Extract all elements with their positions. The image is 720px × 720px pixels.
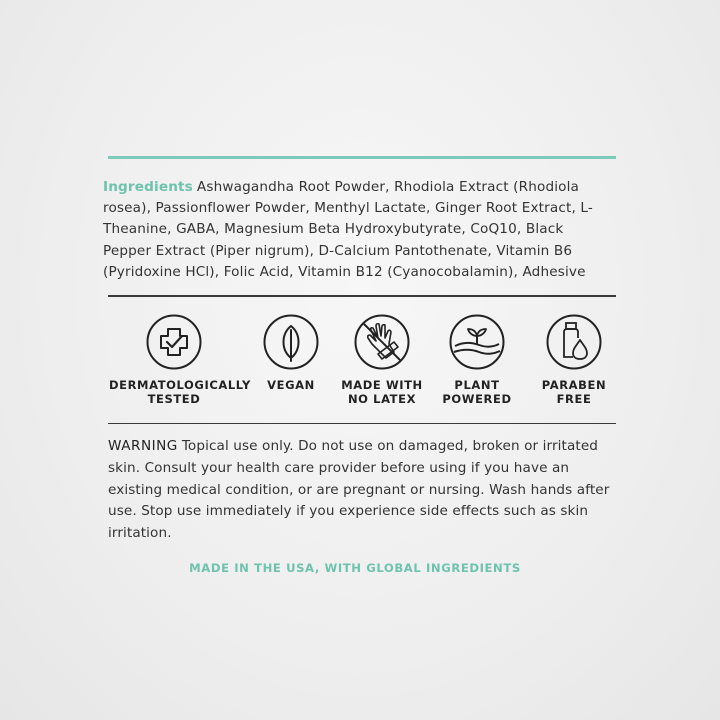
no-latex-glove-icon xyxy=(354,314,410,370)
badge-paraben-free xyxy=(509,314,639,407)
badge-label: DERMATOLOGICALLY TESTED xyxy=(109,377,251,407)
warning-label: WARNING xyxy=(108,438,178,455)
badge-label: PARABEN FREE xyxy=(541,377,607,407)
warning-text: Topical use only. Do not use on damaged, broken or irritated skin. Consult your health care provider before using if you have an existing medical condition, or are pregnant or nursing. Wash hands after use. Stop use immediately if you experience side effects such as skin irritation. xyxy=(108,438,610,542)
badge-label: MADE WITH NO LATEX xyxy=(341,377,423,407)
ingredients-block xyxy=(103,177,616,283)
bottle-drop-icon xyxy=(546,314,602,370)
warning-block xyxy=(108,436,616,545)
leaf-icon xyxy=(263,314,319,370)
dermatology-cross-check-icon xyxy=(146,314,202,370)
ingredients-text: Ashwagandha Root Powder, Rhodiola Extract (Rhodiola rosea), Passionflower Powder, Menthyl Lactate, Ginger Root Extract, L-Theanine, GABA, Magnesium Beta Hydroxybutyrate, CoQ10, Black Pepper Extract (Piper nigrum), D-Calcium Pantothenate, Vitamin B6 (Pyridoxine HCl), Folic Acid, Vitamin B12 (Cyanocobalamin), Adhesive xyxy=(103,179,593,280)
origin-statement: MADE IN THE USA, WITH GLOBAL INGREDIENTS xyxy=(189,561,521,575)
ingredients-label: Ingredients xyxy=(103,179,193,195)
plant-sprout-icon xyxy=(449,314,505,370)
label-panel xyxy=(103,156,616,575)
top-accent-rule xyxy=(108,156,616,159)
badge-row xyxy=(108,297,616,423)
divider-bottom xyxy=(108,423,616,425)
badge-dermatologically-tested xyxy=(109,314,251,407)
badge-label: VEGAN xyxy=(267,377,315,392)
badge-label: PLANT POWERED xyxy=(442,377,512,407)
